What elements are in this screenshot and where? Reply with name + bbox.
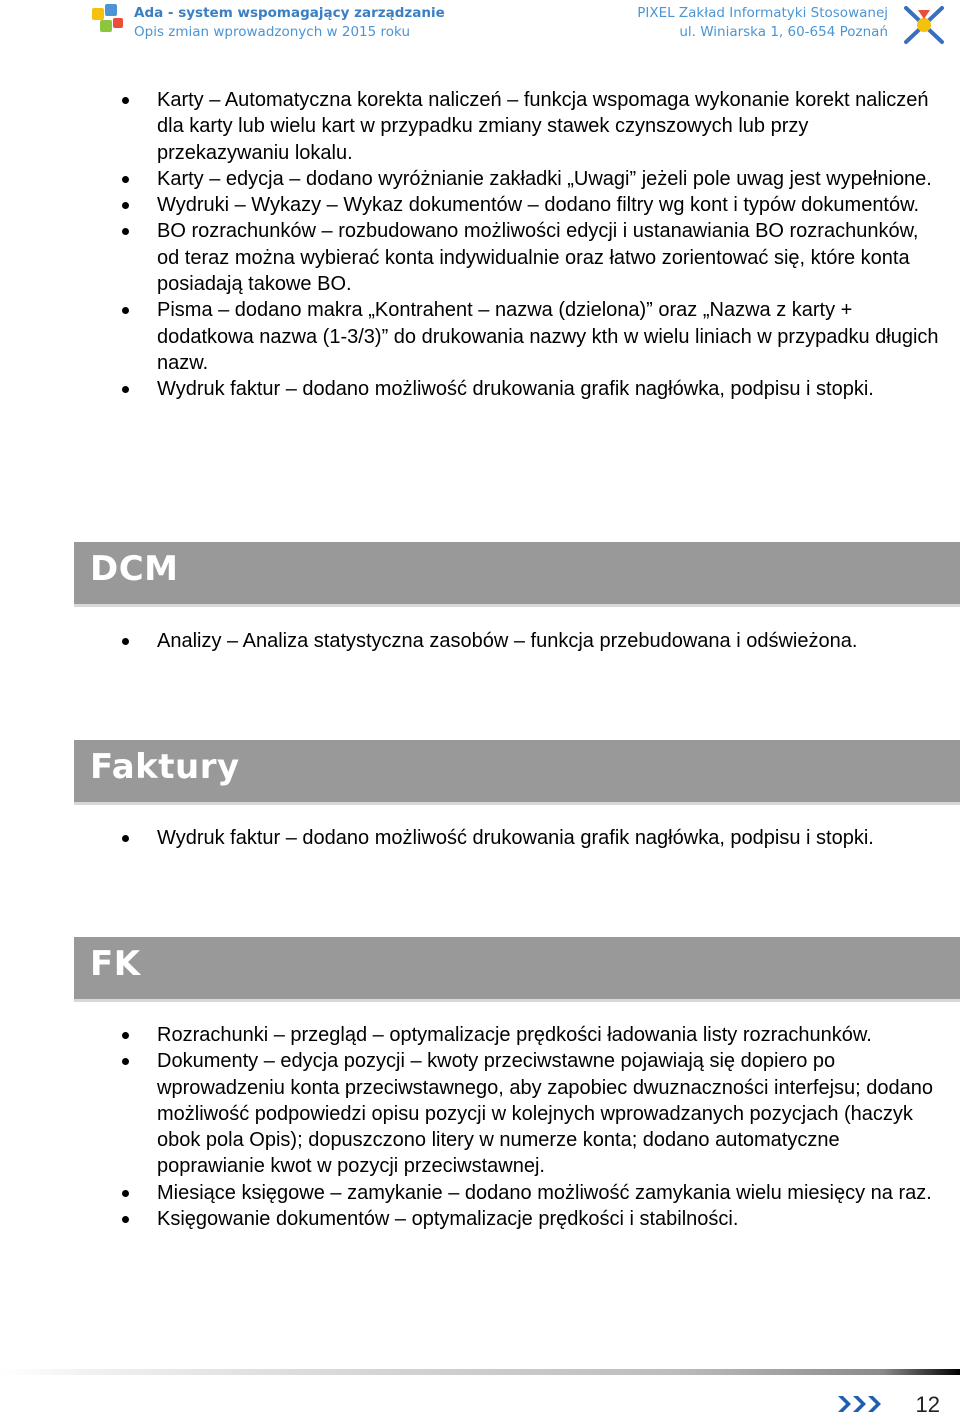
- fk-change-list: [0, 1022, 960, 1232]
- list-item: Analizy – Analiza statystyczna zasobów – funkcja przebudowana i odświeżona.: [0, 628, 960, 654]
- footer-divider: [0, 1369, 960, 1375]
- header-company-address: ul. Winiarska 1, 60-654 Poznań: [679, 24, 888, 40]
- ada-logo-icon: [90, 2, 126, 38]
- section-title: DCM: [90, 549, 179, 589]
- header-system-title: Ada - system wspomagający zarządzanie: [134, 5, 445, 21]
- section-header-dcm: [74, 542, 960, 607]
- list-item: Miesiące księgowe – zamykanie – dodano możliwość zamykania wielu miesięcy na raz.: [0, 1180, 960, 1206]
- triple-chevron-right-icon: [836, 1394, 886, 1414]
- bullet-icon: [122, 638, 129, 645]
- bullet-icon: [122, 228, 129, 235]
- bullet-icon: [122, 97, 129, 104]
- header-company-info: [637, 4, 888, 42]
- bullet-icon: [122, 202, 129, 209]
- list-item: Karty – Automatyczna korekta naliczeń – funkcja wspomaga wykonanie korekt naliczeń dla karty lub wielu kart w przypadku zmiany stawek czynszowych lub przy przekazywaniu lokalu.: [0, 87, 960, 166]
- bullet-icon: [122, 1216, 129, 1223]
- section-header-fk: [74, 937, 960, 1002]
- list-item: BO rozrachunków – rozbudowano możliwości edycji i ustanawiania BO rozrachunków, od teraz można wybierać konta indywidualnie oraz łatwo zorientować się, które konta posiadają takowe BO.: [0, 218, 960, 297]
- list-item: Rozrachunki – przegląd – optymalizacje prędkości ładowania listy rozrachunków.: [0, 1022, 960, 1048]
- intro-change-list: [0, 87, 960, 403]
- page-number: 12: [915, 1392, 940, 1417]
- header-document-info: [134, 4, 445, 42]
- bullet-icon: [122, 307, 129, 314]
- page-header: [0, 0, 960, 46]
- pixel-logo-icon: [902, 2, 946, 46]
- list-item: Karty – edycja – dodano wyróżnianie zakładki „Uwagi” jeżeli pole uwag jest wypełnione.: [0, 166, 960, 192]
- list-item: Dokumenty – edycja pozycji – kwoty przeciwstawne pojawiają się dopiero po wprowadzeniu konta przeciwstawnego, aby zapobiec dwuznaczności interfejsu; dodano możliwość podpowiedzi opisu pozycji w kolejnych wprowadzanych pozycjach (haczyk obok pola Opis); dopuszczono litery w numerze konta; dodano automatyczne poprawianie kwot w pozycji przeciwstawnej.: [0, 1048, 960, 1179]
- bullet-icon: [122, 176, 129, 183]
- section-title: FK: [90, 944, 141, 984]
- dcm-change-list: [0, 628, 960, 654]
- header-company-name: PIXEL Zakład Informatyki Stosowanej: [637, 5, 888, 21]
- list-item: Księgowanie dokumentów – optymalizacje prędkości i stabilności.: [0, 1206, 960, 1232]
- bullet-icon: [122, 835, 129, 842]
- bullet-icon: [122, 386, 129, 393]
- header-document-subtitle: Opis zmian wprowadzonych w 2015 roku: [134, 24, 410, 40]
- faktury-change-list: [0, 825, 960, 851]
- list-item: Wydruk faktur – dodano możliwość drukowania grafik nagłówka, podpisu i stopki.: [0, 376, 960, 402]
- bullet-icon: [122, 1032, 129, 1039]
- list-item: Wydruki – Wykazy – Wykaz dokumentów – dodano filtry wg kont i typów dokumentów.: [0, 192, 960, 218]
- list-item: Wydruk faktur – dodano możliwość drukowania grafik nagłówka, podpisu i stopki.: [0, 825, 960, 851]
- section-header-faktury: [74, 740, 960, 805]
- bullet-icon: [122, 1190, 129, 1197]
- list-item: Pisma – dodano makra „Kontrahent – nazwa (dzielona)” oraz „Nazwa z karty + dodatkowa nazwa (1-3/3)” do drukowania nazwy kth w wielu liniach w przypadku długich nazw.: [0, 297, 960, 376]
- section-title: Faktury: [90, 747, 240, 787]
- bullet-icon: [122, 1058, 129, 1065]
